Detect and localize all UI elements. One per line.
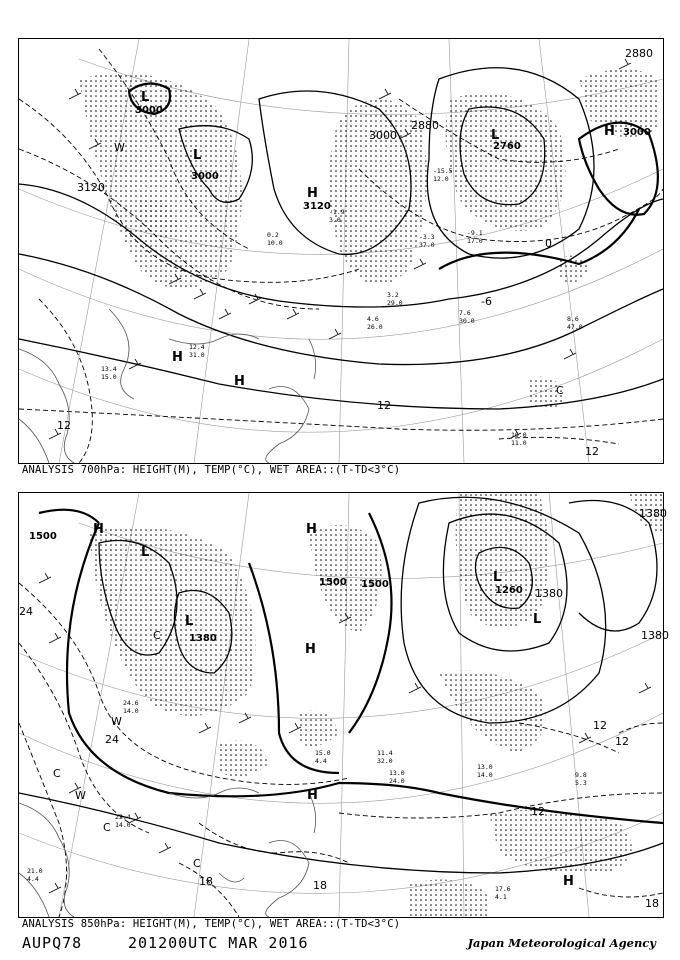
pressure-center-label: H bbox=[563, 874, 574, 889]
station-temp: 22.4 bbox=[115, 813, 131, 821]
contour-label: 1500 bbox=[319, 577, 347, 588]
station-temp: 15.0 bbox=[315, 749, 331, 757]
station-dewpoint-depression: 24.0 bbox=[389, 777, 405, 785]
station-dewpoint-depression: 12.0 bbox=[433, 175, 449, 183]
map-850hpa bbox=[18, 492, 669, 918]
pressure-center-label: C bbox=[103, 821, 111, 834]
contour-label: 3000 bbox=[369, 129, 397, 142]
contour-label: 12 bbox=[531, 805, 545, 818]
contour-label: 12 bbox=[615, 735, 629, 748]
contour-label: 1380 bbox=[641, 629, 669, 642]
contour-label: 12 bbox=[585, 445, 599, 458]
contour-label: 24 bbox=[19, 605, 33, 618]
pressure-center-value: 2760 bbox=[493, 141, 521, 152]
station-temp: 9.8 bbox=[575, 771, 587, 779]
pressure-center-label: H bbox=[307, 788, 318, 803]
station-dewpoint-depression: 14.0 bbox=[477, 771, 493, 779]
station-temp: 13.4 bbox=[101, 365, 117, 373]
pressure-center-label: W bbox=[75, 789, 86, 802]
valid-time: 201200UTC MAR 2016 bbox=[128, 934, 309, 952]
station-dewpoint-depression: 11.0 bbox=[511, 439, 527, 447]
station-dewpoint-depression: 47.0 bbox=[567, 323, 583, 331]
contour-label: 18 bbox=[645, 897, 659, 910]
station-dewpoint-depression: 14.0 bbox=[115, 821, 131, 829]
pressure-center-label: H bbox=[234, 374, 245, 389]
pressure-center-value: 3120 bbox=[303, 201, 331, 212]
pressure-center-label: H bbox=[307, 186, 318, 201]
station-dewpoint-depression: 26.0 bbox=[367, 323, 383, 331]
pressure-center-label: H bbox=[305, 642, 316, 657]
station-dewpoint-depression: 10.0 bbox=[267, 239, 283, 247]
station-dewpoint-depression: 4.1 bbox=[495, 893, 507, 901]
contour-label: 12 bbox=[57, 419, 71, 432]
pressure-center-label: H bbox=[172, 350, 183, 365]
map-700hpa-canvas bbox=[19, 39, 663, 463]
station-dewpoint-depression: 32.0 bbox=[377, 757, 393, 765]
pressure-center-value: 3000 bbox=[623, 127, 651, 138]
contour-label: 18 bbox=[313, 879, 327, 892]
contour-label: 12 bbox=[377, 399, 391, 412]
station-dewpoint-depression: 30.0 bbox=[459, 317, 475, 325]
map-700hpa bbox=[18, 38, 664, 464]
contour-label: 0 bbox=[545, 237, 552, 250]
station-temp: 7.6 bbox=[459, 309, 471, 317]
station-temp: 21.0 bbox=[27, 867, 43, 875]
contour-label: 1380 bbox=[535, 587, 563, 600]
pressure-center-label: L bbox=[185, 614, 194, 629]
station-dewpoint-depression: 17.0 bbox=[467, 237, 483, 245]
station-temp: -15.5 bbox=[433, 167, 453, 175]
pressure-center-value: 3000 bbox=[135, 105, 163, 116]
station-dewpoint-depression: 15.0 bbox=[101, 373, 117, 381]
pressure-center-label: H bbox=[93, 522, 104, 537]
map-850hpa-caption: ANALYSIS 850hPa: HEIGHT(M), TEMP(°C), WET AREA::(T-TD<3°C) bbox=[22, 918, 401, 930]
station-temp: 24.6 bbox=[123, 699, 139, 707]
station-temp: 11.4 bbox=[377, 749, 393, 757]
station-temp: 8.6 bbox=[567, 315, 579, 323]
station-dewpoint-depression: 4.4 bbox=[27, 875, 39, 883]
contour-label: 3120 bbox=[77, 181, 105, 194]
station-dewpoint-depression: 29.0 bbox=[387, 299, 403, 307]
station-temp: 4.6 bbox=[367, 315, 379, 323]
contour-label: 1380 bbox=[639, 507, 667, 520]
pressure-center-label: C bbox=[53, 767, 61, 780]
pressure-center-label: L bbox=[193, 148, 202, 163]
pressure-center-label: C bbox=[153, 629, 161, 642]
station-temp: 10.0 bbox=[511, 431, 527, 439]
station-dewpoint-depression: 14.0 bbox=[123, 707, 139, 715]
station-temp: 17.6 bbox=[495, 885, 511, 893]
wet-areas bbox=[79, 69, 659, 410]
station-dewpoint-depression: 37.0 bbox=[419, 241, 435, 249]
station-temp: 12.4 bbox=[189, 343, 205, 351]
contour-label: 12 bbox=[593, 719, 607, 732]
pressure-center-value: 3000 bbox=[191, 171, 219, 182]
station-dewpoint-depression: 3.0 bbox=[329, 216, 341, 224]
map-700hpa-caption: ANALYSIS 700hPa: HEIGHT(M), TEMP(°C), WET AREA::(T-TD<3°C) bbox=[22, 464, 401, 476]
pressure-center-value: 1500 bbox=[29, 531, 57, 542]
station-temp: -1.9 bbox=[329, 208, 345, 216]
contour-label: 18 bbox=[199, 875, 213, 888]
pressure-center-label: C bbox=[556, 384, 564, 397]
station-temp: 0.2 bbox=[267, 231, 279, 239]
pressure-center-label: L bbox=[533, 612, 542, 627]
pressure-center-label: H bbox=[306, 522, 317, 537]
pressure-center-label: C bbox=[193, 857, 201, 870]
station-temp: -3.3 bbox=[419, 233, 435, 241]
station-temp: 13.0 bbox=[389, 769, 405, 777]
agency-name: Japan Meteorological Agency bbox=[467, 936, 656, 950]
pressure-center-label: W bbox=[111, 715, 122, 728]
pressure-center-label: L bbox=[141, 90, 150, 105]
contour-label: -6 bbox=[481, 295, 492, 308]
pressure-center-label: W bbox=[114, 141, 125, 154]
station-temp: 13.0 bbox=[477, 763, 493, 771]
contour-label: 2880 bbox=[625, 47, 653, 60]
contour-label: 2880 bbox=[411, 119, 439, 132]
map-850hpa-canvas bbox=[19, 493, 669, 917]
contour-label: 24 bbox=[105, 733, 119, 746]
pressure-center-value: 1260 bbox=[495, 585, 523, 596]
station-temp: 3.2 bbox=[387, 291, 399, 299]
contour-label: 1500 bbox=[361, 579, 389, 590]
pressure-center-value: 1380 bbox=[189, 633, 217, 644]
station-temp: -9.1 bbox=[467, 229, 483, 237]
station-dewpoint-depression: 31.0 bbox=[189, 351, 205, 359]
pressure-center-label: H bbox=[604, 124, 615, 139]
station-dewpoint-depression: 5.3 bbox=[575, 779, 587, 787]
pressure-center-label: L bbox=[141, 545, 150, 560]
pressure-center-label: L bbox=[491, 128, 500, 143]
pressure-center-label: L bbox=[493, 570, 502, 585]
product-code: AUPQ78 bbox=[22, 934, 83, 952]
wet-areas bbox=[89, 493, 663, 917]
station-dewpoint-depression: 4.4 bbox=[315, 757, 327, 765]
